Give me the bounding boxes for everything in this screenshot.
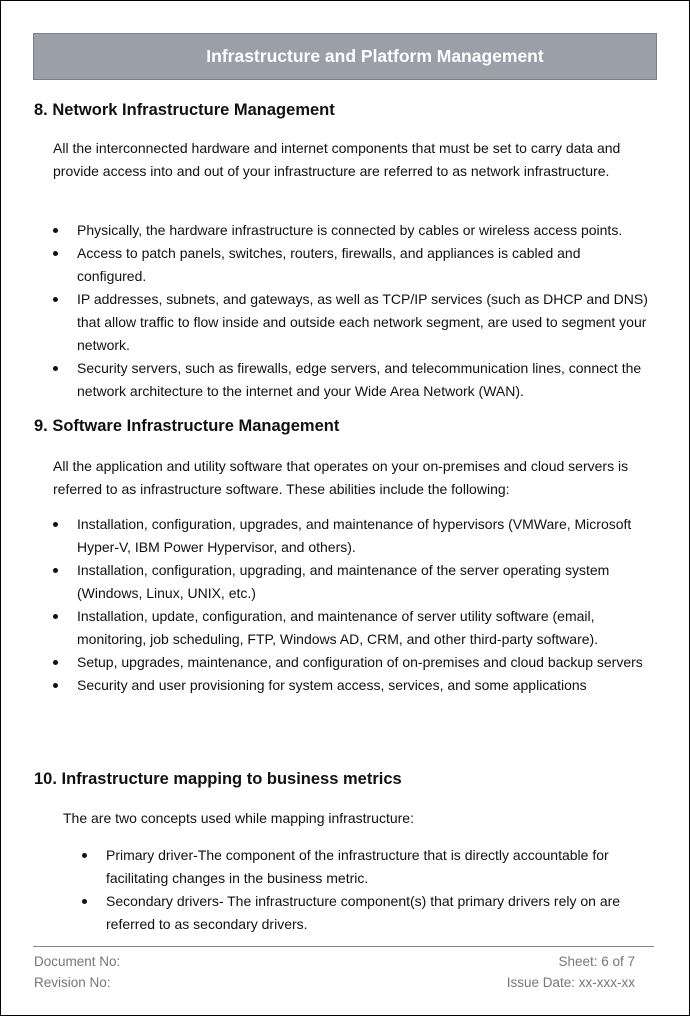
revision-number-label: Revision No: (34, 975, 111, 990)
list-item: Installation, update, configuration, and maintenance of server utility software (email, monitoring, job scheduling, FTP, Windows AD, CRM, and other third-party software). (53, 605, 653, 651)
document-title-banner (33, 33, 657, 80)
section-8-heading: 8. Network Infrastructure Management (34, 101, 335, 119)
section-9-bullet-list (53, 513, 653, 697)
issue-date: Issue Date: xx-xxx-xx (506, 975, 635, 990)
footer-divider (33, 946, 654, 947)
bullet-icon (82, 853, 87, 858)
list-item: IP addresses, subnets, and gateways, as well as TCP/IP services (such as DHCP and DNS) that allow traffic to flow inside and outside each network segment, are used to segment your network. (53, 288, 653, 357)
bullet-icon (53, 522, 58, 527)
bullet-icon (53, 660, 58, 665)
list-item: Setup, upgrades, maintenance, and configuration of on-premises and cloud backup servers (53, 651, 653, 674)
document-title: Infrastructure and Platform Management (206, 46, 544, 66)
list-item: Physically, the hardware infrastructure is connected by cables or wireless access points. (53, 219, 653, 242)
list-item: Security servers, such as firewalls, edge servers, and telecommunication lines, connect the network architecture to the internet and your Wide Area Network (WAN). (53, 357, 653, 403)
list-item: Security and user provisioning for system access, services, and some applications (53, 674, 653, 697)
section-10-intro: The are two concepts used while mapping infrastructure: (63, 810, 414, 826)
bullet-icon (82, 899, 87, 904)
list-item: Secondary drivers- The infrastructure component(s) that primary drivers rely on are referred to as secondary drivers. (82, 890, 654, 936)
list-item: Access to patch panels, switches, routers, firewalls, and appliances is cabled and configured. (53, 242, 653, 288)
bullet-icon (53, 683, 58, 688)
section-8-bullet-list (53, 219, 653, 403)
bullet-icon (53, 366, 58, 371)
section-8-intro: All the interconnected hardware and internet components that must be set to carry data and provide access into and out of your infrastructure are referred to as network infrastructure. (53, 140, 621, 179)
section-10-heading: 10. Infrastructure mapping to business metrics (34, 770, 402, 788)
bullet-icon (53, 228, 58, 233)
list-item: Installation, configuration, upgrades, and maintenance of hypervisors (VMWare, Microsoft Hyper-V, IBM Power Hypervisor, and others). (53, 513, 653, 559)
sheet-number: Sheet: 6 of 7 (558, 954, 635, 969)
bullet-icon (53, 251, 58, 256)
section-9-heading: 9. Software Infrastructure Management (34, 417, 340, 435)
section-9-intro: All the application and utility software that operates on your on-premises and cloud servers is referred to as infrastructure software. These abilities include the following: (53, 458, 629, 497)
bullet-icon (53, 568, 58, 573)
bullet-icon (53, 297, 58, 302)
section-10-bullet-list (82, 844, 654, 936)
list-item: Installation, configuration, upgrading, and maintenance of the server operating system (Windows, Linux, UNIX, etc.) (53, 559, 653, 605)
list-item: Primary driver-The component of the infrastructure that is directly accountable for facilitating changes in the business metric. (82, 844, 654, 890)
document-number-label: Document No: (34, 954, 121, 969)
bullet-icon (53, 614, 58, 619)
